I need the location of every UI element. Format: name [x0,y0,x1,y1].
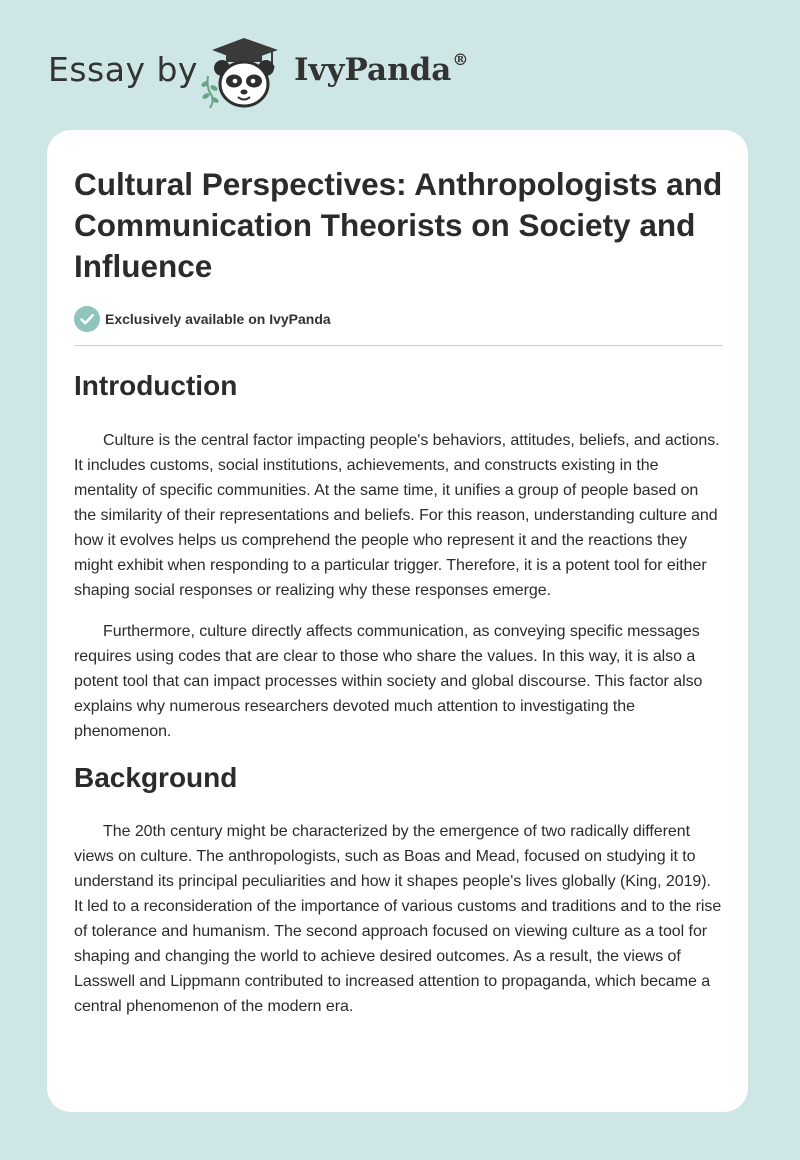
exclusive-badge [74,306,331,332]
check-circle-icon [74,306,100,332]
section-heading-introduction: Introduction [74,370,238,401]
essay-title: Cultural Perspectives: Anthropologists and Communication Theorists on Society and Influence [74,166,723,284]
registered-mark: ® [452,49,469,69]
section-heading-background: Background [74,762,238,793]
title-divider [74,345,723,346]
essay-card [47,130,748,1112]
paragraph: The 20th century might be characterized by the emergence of two radically different views on culture. The anthropologists, such as Boas and Mead, focused on studying it to understand its principal peculiarities and how it shapes people's lives globally (King, 2019). It led to a reconsideration of the importance of various customs and traditions and to the rise of tolerance and humanism. The second approach focused on viewing culture as a tool for shaping and changing the world to achieve desired outcomes. As a result, the views of Lasswell and Lippmann contributed to increased attention to propaganda, which became a central phenomenon of the modern era. [74,823,722,1015]
paragraph: Culture is the central factor impacting people's behaviors, attitudes, beliefs, and actions. It includes customs, social institutions, achievements, and constructs existing in the mentality of specific communities. At the same time, it unifies a group of people based on the similarity of their representations and beliefs. For this reason, understanding culture and how it evolves helps us comprehend the people who represent it and the reactions they might exhibit when responding to a particular trigger. Therefore, it is a potent tool for either shaping social responses or realizing why these responses emerge. [74,432,720,599]
exclusive-badge-label: Exclusively available on IvyPanda [105,311,331,327]
brand-prefix: Essay by [48,50,198,89]
panda-logo-icon [200,36,292,110]
site-header [0,0,800,130]
brand-name [294,49,469,88]
paragraph: Furthermore, culture directly affects communication, as conveying specific messages requires using codes that are clear to those who share the values. In this way, it is also a potent tool that can impact processes within society and global discourse. This factor also explains why numerous researchers devoted much attention to investigating the phenomenon. [74,623,703,740]
brand-name-text: IvyPanda [294,52,452,88]
essay-body [74,366,724,1019]
